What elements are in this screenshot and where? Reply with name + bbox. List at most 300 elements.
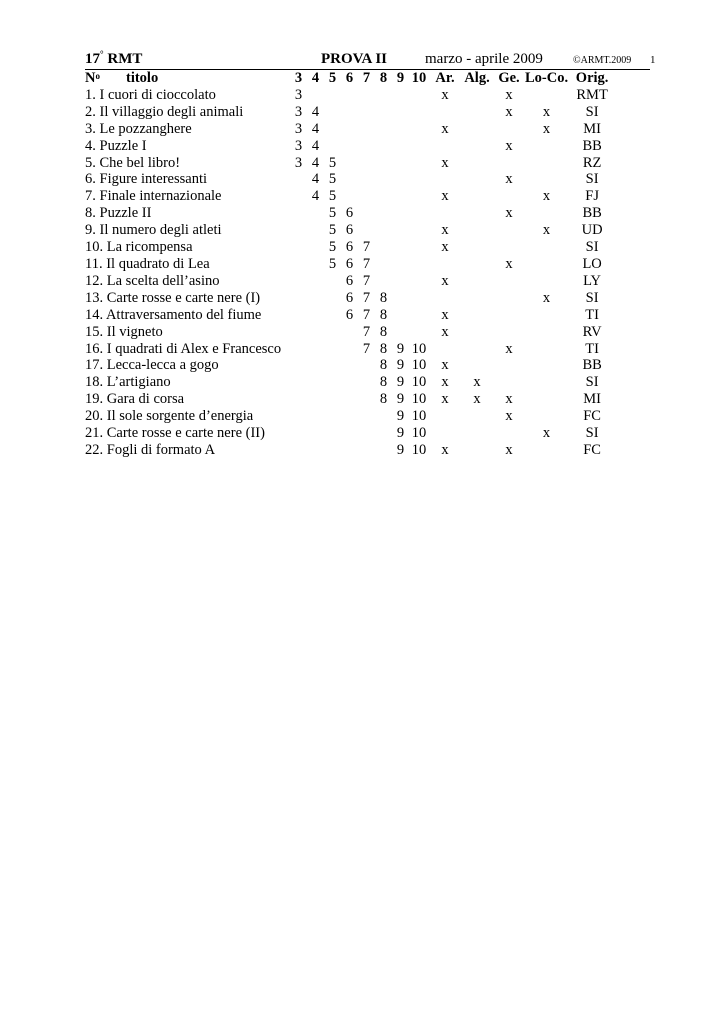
level-cell: [307, 374, 324, 391]
category-cell: [525, 341, 568, 358]
category-cell: [429, 425, 461, 442]
problem-title: 1. I cuori di cioccolato: [85, 86, 216, 103]
header-level: 3: [294, 70, 303, 86]
origin-cell: UD: [581, 222, 603, 239]
level-cell: [392, 222, 409, 239]
level-cell: [307, 341, 324, 358]
header-level: 8: [379, 70, 388, 86]
level-cell: [409, 239, 429, 256]
category-cell: [525, 239, 568, 256]
problem-title: 12. La scelta dell’asino: [85, 272, 220, 289]
prova-label: PROVA II: [321, 51, 387, 67]
level-cell: 4: [311, 171, 320, 188]
problem-title: 3. Le pozzanghere: [85, 120, 192, 137]
category-cell: [429, 104, 461, 121]
category-cell: x: [441, 306, 449, 323]
table-header-row: [85, 70, 616, 87]
table-row: [85, 222, 616, 239]
level-cell: 9: [396, 425, 405, 442]
level-cell: [324, 87, 341, 104]
level-cell: [375, 87, 392, 104]
category-cell: x: [505, 408, 513, 425]
level-cell: [358, 425, 375, 442]
level-cell: [358, 171, 375, 188]
level-cell: 10: [411, 425, 427, 442]
header-category: Alg.: [464, 70, 490, 86]
origin-cell: BB: [582, 357, 602, 374]
level-cell: [341, 324, 358, 341]
category-cell: [525, 324, 568, 341]
category-cell: x: [441, 86, 449, 103]
level-cell: [375, 121, 392, 138]
origin-cell: RV: [582, 323, 602, 340]
level-cell: [307, 87, 324, 104]
category-cell: [461, 104, 493, 121]
level-cell: [409, 121, 429, 138]
level-cell: [290, 341, 307, 358]
header-category: Lo-Co.: [525, 70, 569, 86]
origin-cell: SI: [585, 374, 599, 391]
level-cell: [324, 273, 341, 290]
level-cell: 3: [294, 86, 303, 103]
header-category: Ge.: [498, 70, 520, 86]
level-cell: [409, 256, 429, 273]
table-row: [85, 239, 616, 256]
level-cell: [409, 290, 429, 307]
level-cell: [375, 205, 392, 222]
level-cell: [290, 374, 307, 391]
level-cell: [341, 374, 358, 391]
table-row: [85, 341, 616, 358]
category-cell: [525, 155, 568, 172]
level-cell: 7: [362, 272, 371, 289]
level-cell: 8: [379, 323, 388, 340]
problem-title: 5. Che bel libro!: [85, 154, 181, 171]
level-cell: [290, 307, 307, 324]
category-cell: x: [542, 289, 551, 306]
level-cell: [341, 341, 358, 358]
table-row: [85, 205, 616, 222]
category-cell: [461, 256, 493, 273]
table-row: [85, 391, 616, 408]
category-cell: [461, 307, 493, 324]
table-row: [85, 374, 616, 391]
header-level: 4: [311, 70, 320, 86]
category-cell: [461, 87, 493, 104]
level-cell: [324, 324, 341, 341]
origin-cell: FJ: [585, 188, 599, 205]
category-cell: [461, 341, 493, 358]
level-cell: 3: [294, 120, 303, 137]
table-row: [85, 155, 616, 172]
category-cell: [461, 425, 493, 442]
level-cell: [409, 87, 429, 104]
origin-cell: RMT: [576, 86, 608, 103]
category-cell: [461, 121, 493, 138]
level-cell: 6: [345, 239, 354, 256]
category-cell: x: [542, 222, 551, 239]
level-cell: [290, 171, 307, 188]
level-cell: 8: [379, 391, 388, 408]
category-cell: [493, 188, 525, 205]
category-cell: x: [441, 391, 449, 408]
level-cell: [341, 408, 358, 425]
problem-title: 18. L’artigiano: [85, 374, 171, 391]
level-cell: [375, 188, 392, 205]
level-cell: 9: [396, 441, 405, 458]
problem-title: 8. Puzzle II: [85, 205, 152, 222]
level-cell: 8: [379, 374, 388, 391]
level-cell: 8: [379, 289, 388, 306]
level-cell: 9: [396, 391, 405, 408]
category-cell: x: [441, 441, 449, 458]
level-cell: 5: [328, 188, 337, 205]
origin-cell: SI: [585, 425, 599, 442]
level-cell: 7: [362, 323, 371, 340]
level-cell: [358, 188, 375, 205]
category-cell: [461, 188, 493, 205]
category-cell: x: [441, 222, 449, 239]
level-cell: [324, 442, 341, 459]
header-origin: Orig.: [575, 70, 609, 86]
category-cell: [461, 408, 493, 425]
level-cell: [324, 374, 341, 391]
level-cell: 8: [379, 357, 388, 374]
category-cell: [461, 290, 493, 307]
category-cell: [525, 357, 568, 374]
level-cell: 10: [411, 408, 427, 425]
level-cell: 9: [396, 374, 405, 391]
level-cell: 10: [411, 374, 427, 391]
level-cell: [341, 87, 358, 104]
origin-cell: BB: [582, 137, 602, 154]
problem-title: 14. Attraversamento del fiume: [85, 306, 262, 323]
level-cell: [409, 138, 429, 155]
level-cell: [341, 121, 358, 138]
category-cell: [461, 205, 493, 222]
level-cell: 10: [411, 391, 427, 408]
level-cell: [324, 138, 341, 155]
category-cell: [493, 121, 525, 138]
level-cell: [375, 155, 392, 172]
category-cell: [525, 87, 568, 104]
level-cell: [324, 357, 341, 374]
level-cell: [290, 273, 307, 290]
level-cell: 6: [345, 289, 354, 306]
level-cell: [358, 87, 375, 104]
level-cell: [341, 104, 358, 121]
level-cell: 10: [411, 441, 427, 458]
level-cell: [358, 442, 375, 459]
category-cell: x: [542, 188, 551, 205]
level-cell: [392, 307, 409, 324]
level-cell: [409, 205, 429, 222]
level-cell: [307, 273, 324, 290]
category-cell: [493, 273, 525, 290]
level-cell: [392, 171, 409, 188]
category-cell: [493, 290, 525, 307]
level-cell: 10: [411, 340, 427, 357]
table-row: [85, 290, 616, 307]
level-cell: [375, 442, 392, 459]
level-cell: 4: [311, 137, 320, 154]
level-cell: [324, 391, 341, 408]
category-cell: [461, 138, 493, 155]
origin-cell: SI: [585, 289, 599, 306]
level-cell: [392, 87, 409, 104]
table-row: [85, 324, 616, 341]
level-cell: [290, 188, 307, 205]
category-cell: [461, 324, 493, 341]
level-cell: 9: [396, 340, 405, 357]
level-cell: 5: [328, 205, 337, 222]
category-cell: [461, 357, 493, 374]
problem-title: 6. Figure interessanti: [85, 171, 208, 188]
category-cell: [493, 222, 525, 239]
level-cell: [358, 408, 375, 425]
origin-cell: TI: [585, 306, 599, 323]
level-cell: [290, 442, 307, 459]
category-cell: [461, 171, 493, 188]
level-cell: [358, 138, 375, 155]
category-cell: x: [505, 391, 513, 408]
level-cell: [307, 239, 324, 256]
level-cell: [324, 341, 341, 358]
level-cell: [409, 324, 429, 341]
level-cell: [375, 104, 392, 121]
level-cell: [307, 205, 324, 222]
level-cell: 7: [362, 340, 371, 357]
category-cell: [493, 357, 525, 374]
level-cell: [358, 357, 375, 374]
level-cell: [358, 391, 375, 408]
level-cell: 10: [411, 357, 427, 374]
date-label: marzo - aprile 2009: [425, 51, 543, 67]
level-cell: [341, 171, 358, 188]
category-cell: [525, 256, 568, 273]
level-cell: 3: [294, 154, 303, 171]
problem-title: 11. Il quadrato di Lea: [85, 255, 210, 272]
header-level: 10: [411, 70, 427, 86]
category-cell: [461, 273, 493, 290]
level-cell: [341, 425, 358, 442]
problem-title: 20. Il sole sorgente d’energia: [85, 408, 254, 425]
level-cell: [409, 155, 429, 172]
category-cell: [525, 205, 568, 222]
level-cell: 5: [328, 154, 337, 171]
level-cell: [324, 408, 341, 425]
level-cell: 4: [311, 120, 320, 137]
level-cell: [358, 374, 375, 391]
header-num-title: $N^o$ titolo: [85, 70, 159, 86]
level-cell: [324, 121, 341, 138]
level-cell: [375, 273, 392, 290]
category-cell: [429, 290, 461, 307]
problem-title: 9. Il numero degli atleti: [85, 222, 222, 239]
table-row: [85, 104, 616, 121]
origin-cell: LY: [583, 272, 602, 289]
level-cell: [392, 138, 409, 155]
table-row: [85, 171, 616, 188]
level-cell: [290, 425, 307, 442]
category-cell: x: [505, 171, 513, 188]
origin-cell: FC: [583, 441, 601, 458]
level-cell: [290, 239, 307, 256]
category-cell: [429, 171, 461, 188]
origin-cell: MI: [583, 391, 601, 408]
origin-cell: SI: [585, 171, 599, 188]
category-cell: x: [441, 323, 449, 340]
level-cell: [409, 171, 429, 188]
header-level: 5: [328, 70, 337, 86]
problem-title: 4. Puzzle I: [85, 137, 147, 154]
level-cell: [341, 188, 358, 205]
level-cell: [409, 222, 429, 239]
origin-cell: FC: [583, 408, 601, 425]
category-cell: [493, 307, 525, 324]
level-cell: [392, 104, 409, 121]
level-cell: [392, 324, 409, 341]
level-cell: 4: [311, 103, 320, 120]
origin-cell: RZ: [582, 154, 602, 171]
level-cell: [409, 104, 429, 121]
level-cell: [341, 442, 358, 459]
problem-title: 17. Lecca-lecca a gogo: [85, 357, 219, 374]
table-row: [85, 357, 616, 374]
category-cell: x: [505, 205, 513, 222]
level-cell: 5: [328, 171, 337, 188]
level-cell: [392, 290, 409, 307]
table-row: [85, 138, 616, 155]
table-row: [85, 425, 616, 442]
level-cell: [375, 222, 392, 239]
table-row: [85, 121, 616, 138]
table-row: [85, 188, 616, 205]
category-cell: x: [441, 374, 449, 391]
level-cell: 7: [362, 306, 371, 323]
level-cell: 3: [294, 137, 303, 154]
level-cell: [358, 155, 375, 172]
origin-cell: TI: [585, 340, 599, 357]
table-row: [85, 408, 616, 425]
level-cell: [409, 307, 429, 324]
category-cell: [525, 307, 568, 324]
level-cell: 3: [294, 103, 303, 120]
level-cell: [358, 205, 375, 222]
level-cell: [290, 205, 307, 222]
category-cell: [461, 239, 493, 256]
level-cell: [392, 155, 409, 172]
level-cell: [341, 138, 358, 155]
problem-title: 16. I quadrati di Alex e Francesco: [85, 340, 282, 357]
level-cell: [290, 222, 307, 239]
header-category: Ar.: [435, 70, 455, 86]
level-cell: [307, 391, 324, 408]
edition-label: 17° RMT: [85, 49, 143, 67]
level-cell: [324, 290, 341, 307]
category-cell: x: [473, 391, 481, 408]
origin-cell: BB: [582, 205, 602, 222]
level-cell: [290, 256, 307, 273]
level-cell: [290, 290, 307, 307]
category-cell: [525, 442, 568, 459]
level-cell: [307, 357, 324, 374]
category-cell: x: [473, 374, 481, 391]
level-cell: [290, 408, 307, 425]
level-cell: [290, 324, 307, 341]
header-level: 9: [396, 70, 405, 86]
level-cell: 6: [345, 272, 354, 289]
category-cell: [493, 239, 525, 256]
category-cell: [493, 155, 525, 172]
level-cell: 7: [362, 289, 371, 306]
level-cell: 4: [311, 188, 320, 205]
category-cell: x: [441, 239, 449, 256]
category-cell: x: [505, 255, 513, 272]
origin-cell: LO: [582, 255, 602, 272]
category-cell: x: [542, 120, 551, 137]
level-cell: 9: [396, 357, 405, 374]
level-cell: [375, 425, 392, 442]
category-cell: [429, 341, 461, 358]
category-cell: [461, 155, 493, 172]
category-cell: x: [505, 137, 513, 154]
category-cell: [461, 442, 493, 459]
level-cell: 8: [379, 306, 388, 323]
copyright-label: ©ARMT.2009: [573, 55, 632, 66]
header-level: 7: [362, 70, 371, 86]
level-cell: [392, 205, 409, 222]
level-cell: [375, 171, 392, 188]
level-cell: [290, 357, 307, 374]
level-cell: [307, 307, 324, 324]
level-cell: [358, 121, 375, 138]
category-cell: x: [505, 103, 513, 120]
category-cell: x: [441, 154, 449, 171]
category-cell: x: [505, 441, 513, 458]
level-cell: [392, 256, 409, 273]
level-cell: 6: [345, 306, 354, 323]
level-cell: [307, 425, 324, 442]
category-cell: [525, 138, 568, 155]
category-cell: [525, 391, 568, 408]
level-cell: [392, 121, 409, 138]
level-cell: [307, 256, 324, 273]
level-cell: [307, 442, 324, 459]
level-cell: 7: [362, 239, 371, 256]
level-cell: [341, 391, 358, 408]
level-cell: 7: [362, 255, 371, 272]
page-header: [85, 51, 650, 70]
problem-title: 2. Il villaggio degli animali: [85, 103, 244, 120]
level-cell: [375, 239, 392, 256]
origin-cell: SI: [585, 103, 599, 120]
category-cell: x: [505, 340, 513, 357]
category-cell: [429, 408, 461, 425]
level-cell: 6: [345, 255, 354, 272]
level-cell: [324, 104, 341, 121]
level-cell: [409, 273, 429, 290]
level-cell: 5: [328, 255, 337, 272]
category-cell: [493, 374, 525, 391]
category-cell: x: [441, 272, 449, 289]
level-cell: [290, 391, 307, 408]
level-cell: 5: [328, 239, 337, 256]
level-cell: [341, 155, 358, 172]
header-level: 6: [345, 70, 354, 86]
level-cell: [358, 104, 375, 121]
level-cell: 5: [328, 222, 337, 239]
